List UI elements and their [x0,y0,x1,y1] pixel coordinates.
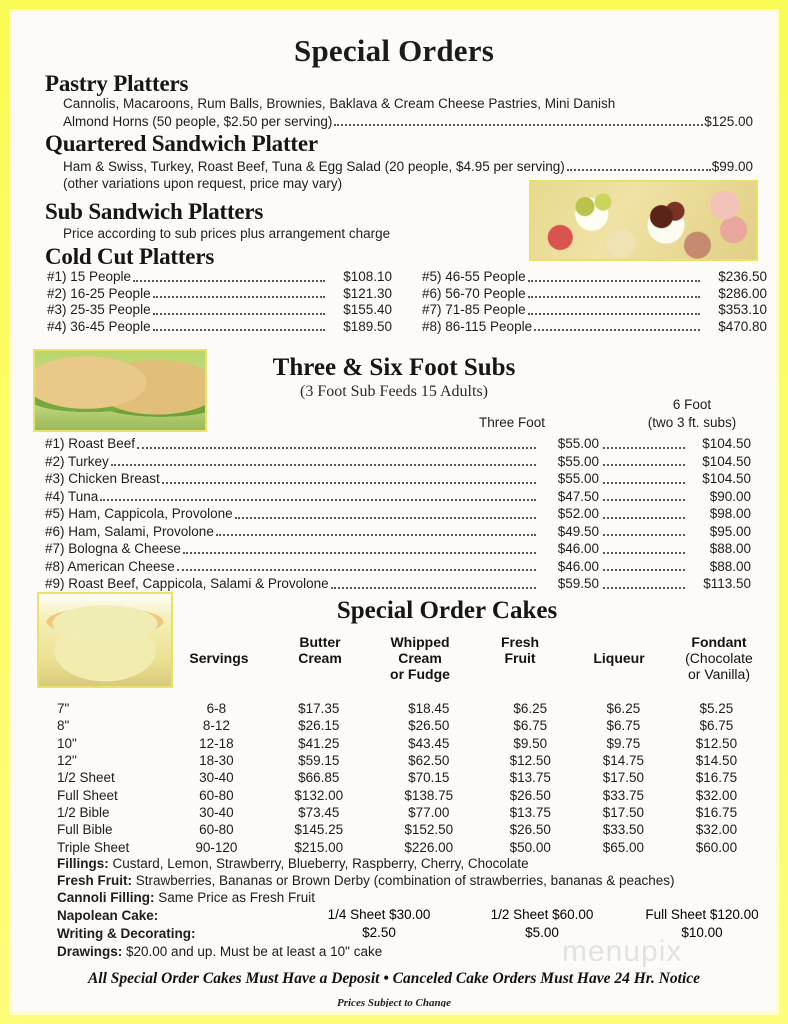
cake-liqueur-price: $17.50 [602,770,644,786]
sub-price-three-foot: $55.00 [557,471,599,486]
cake-col-head-line1: Fresh [500,634,540,650]
cake-butter-price: $26.15 [298,718,340,734]
cake-butter-price: $66.85 [298,770,340,786]
cold-cut-price: $286.00 [718,285,767,301]
cake-whipped-price: $18.45 [408,701,450,717]
cold-cut-name: #6) 56-70 People [422,285,526,301]
pastry-item-price: $125.00 [704,114,753,129]
cold-cut-name: #8) 86-115 People [422,318,533,334]
table-row [57,717,763,734]
leader-dots [603,439,685,449]
pastry-price-row [63,113,753,130]
sub-price-three-foot: $59.50 [557,576,599,591]
leader-dots [528,288,700,298]
cake-fresh-price: $6.75 [513,718,548,734]
cake-servings: 12-18 [199,735,234,751]
leader-dots [133,272,325,282]
sub-name: #5) Ham, Cappicola, Provolone [45,506,233,521]
leader-dots [603,544,685,554]
cake-whipped-price: $138.75 [404,787,454,803]
cake-size: 10" [57,735,77,751]
cake-butter-price: $17.35 [298,701,340,717]
table-row [422,319,767,336]
cold-cut-name: #5) 46-55 People [422,269,526,284]
cake-servings: 60-80 [199,822,234,838]
leader-dots [603,474,685,484]
cold-cut-price: $189.50 [343,318,392,334]
quartered-note: (other variations upon request, price may vary) [63,176,343,191]
cake-whipped-price: $70.15 [408,770,450,786]
section-heading-pastry-platters: Pastry Platters [45,71,189,96]
section-heading-quartered-sandwich-platter: Quartered Sandwich Platter [45,131,318,156]
subs-price-table [45,435,751,593]
section-heading-sub-sandwich-platters: Sub Sandwich Platters [45,199,264,224]
cake-whipped-price: $62.50 [408,753,450,769]
note-cannoli-text: Same Price as Fresh Fruit [154,890,316,905]
subs-col2-head-line2: (two 3 ft. subs) [647,415,737,430]
leader-dots [100,491,536,501]
table-row [57,752,763,769]
sub-name: #4) Tuna [45,488,99,504]
leader-dots [153,305,325,315]
table-row [45,435,751,453]
cake-liqueur-price: $65.00 [602,839,644,855]
cake-col-head-line2: (Chocolate [685,650,753,666]
sub-price-six-foot: $104.50 [702,453,751,469]
cake-col-head-line2: Fruit [504,650,536,666]
menupix-watermark: menupix [562,935,683,968]
table-row [57,735,763,752]
quartered-item-name: Ham & Swiss, Turkey, Roast Beef, Tuna & Egg Salad (20 people, $4.95 per serving) [63,159,565,174]
cold-cut-name: #7) 71-85 People [422,302,526,317]
cake-fresh-price: $26.50 [509,822,551,838]
note-napolean-label: Napolean Cake: [57,908,159,923]
leader-dots [534,321,700,331]
sub-price-six-foot: $88.00 [709,558,751,574]
cake-size: 1/2 Bible [57,804,110,820]
cake-col-head-line2: Servings [189,650,249,666]
leader-dots [603,561,685,571]
subs-col1-head: Three Foot [478,415,546,430]
table-row [45,558,751,576]
sub-price-six-foot: $104.50 [702,436,751,451]
cold-cut-left-column [47,269,392,335]
cold-cut-price: $470.80 [718,318,767,334]
section-heading-three-six-foot-subs: Three & Six Foot Subs [272,354,516,381]
table-row [57,700,763,717]
cake-servings: 18-30 [199,753,234,769]
cake-liqueur-price: $6.75 [606,718,641,734]
cake-fondant-price: $12.50 [695,735,738,751]
sub-price-six-foot: $113.50 [703,576,751,591]
cold-cut-price: $155.40 [343,302,392,317]
cake-fondant-price: $16.75 [695,804,738,820]
note-cannoli-label: Cannoli Filling: [57,890,155,905]
cake-whipped-price: $226.00 [404,839,454,855]
leader-dots [567,161,711,171]
subs-col2-head-line1: 6 Foot [672,397,712,412]
leader-dots [153,321,325,331]
table-row [47,302,392,319]
cake-col-head-line2: Cream [298,650,342,666]
cake-col-head-line1: Fondant [691,634,747,650]
sub-name: #1) Roast Beef [45,436,136,451]
photo-content [531,182,756,259]
table-row [45,540,751,558]
table-row [57,786,763,803]
sub-name: #6) Ham, Salami, Provolone [45,523,214,539]
sub-platters-description: Price according to sub prices plus arrangement charge [63,226,391,241]
special-order-cake-photo [37,592,173,688]
sub-name: #8) American Cheese [45,558,175,574]
cake-servings: 8-12 [202,718,230,734]
cake-size: Full Sheet [57,787,118,803]
note-fillings-text: Custard, Lemon, Strawberry, Blueberry, Raspberry, Cherry, Chocolate [108,856,529,871]
cake-fresh-price: $13.75 [509,770,551,786]
cold-cut-right-column [422,269,767,335]
table-row [45,575,751,593]
sub-price-three-foot: $47.50 [557,488,599,504]
sub-price-three-foot: $55.00 [557,453,599,469]
cake-butter-price: $215.00 [294,839,344,855]
cold-cut-price: $236.50 [718,269,767,284]
cake-size: Full Bible [57,822,113,838]
cake-liqueur-price: $17.50 [602,804,644,820]
cake-butter-price: $132.00 [294,787,344,803]
section-heading-special-order-cakes: Special Order Cakes [336,597,558,624]
footer-prices-notice: Prices Subject to Change [337,997,451,1007]
sub-price-three-foot: $46.00 [557,541,599,556]
cake-size: Triple Sheet [57,839,130,855]
cold-cut-price: $108.10 [343,269,392,284]
cake-butter-price: $59.15 [298,753,340,769]
leader-dots [153,288,325,298]
cake-fondant-price: $6.75 [699,718,734,734]
note-fresh-fruit-text: Strawberries, Bananas or Brown Derby (combination of strawberries, bananas & peaches) [132,873,675,888]
table-row [422,286,767,303]
leader-dots [603,526,685,536]
cake-col-head-fondant [639,634,771,682]
cold-cut-name: #1) 15 People [47,269,132,284]
leader-dots [331,579,536,589]
cake-whipped-price: $26.50 [408,718,450,734]
cake-col-head-line3: or Fudge [390,666,450,682]
leader-dots [177,561,536,571]
note-writing-label: Writing & Decorating: [57,926,196,941]
writing-full-sheet-price: $10.00 [681,925,723,940]
table-row [45,453,751,471]
note-drawings [57,943,382,960]
cake-fondant-price: $14.50 [695,753,738,769]
cold-cut-price: $353.10 [718,302,767,317]
cake-servings: 60-80 [199,787,234,803]
cake-fresh-price: $12.50 [509,753,551,769]
cold-cut-price: $121.30 [343,285,392,301]
cake-whipped-price: $77.00 [408,804,450,820]
writing-quarter-sheet-price: $2.50 [362,925,396,940]
page-title: Special Orders [294,33,494,68]
section-heading-cold-cut-platters: Cold Cut Platters [45,244,215,269]
cake-size: 1/2 Sheet [57,770,115,786]
cake-fresh-price: $13.75 [509,804,551,820]
cake-servings: 30-40 [199,804,234,820]
cake-servings: 90-120 [195,839,238,855]
cake-fondant-price: $32.00 [695,787,738,803]
sub-name: #2) Turkey [45,453,109,469]
cake-whipped-price: $152.50 [404,822,454,838]
napolean-quarter-sheet: 1/4 Sheet $30.00 [327,907,431,922]
sub-price-three-foot: $46.00 [557,558,599,574]
sub-price-six-foot: $104.50 [702,471,751,486]
cake-liqueur-price: $9.75 [606,735,641,751]
cake-liqueur-price: $33.75 [602,787,644,803]
cake-col-head-line2: Cream [398,650,442,666]
cake-liqueur-price: $14.75 [602,753,644,769]
leader-dots [137,439,536,449]
quartered-item-price: $99.00 [711,159,753,174]
sub-name: #7) Bologna & Cheese [45,541,181,556]
cake-fondant-price: $16.75 [695,770,738,786]
sub-name: #9) Roast Beef, Cappicola, Salami & Provolone [45,576,329,591]
cake-size: 7" [57,701,70,717]
table-row [47,319,392,336]
sub-price-six-foot: $95.00 [709,523,751,539]
table-row [45,505,751,523]
table-row [422,269,767,286]
leader-dots [162,474,536,484]
note-fillings-label: Fillings: [57,856,109,871]
leader-dots [183,544,536,554]
cake-price-table [57,700,763,856]
cake-table-element [57,700,763,856]
cake-fresh-price: $9.50 [513,735,548,751]
cake-fondant-price: $32.00 [695,822,738,838]
note-fresh-fruit [57,872,675,889]
sub-price-three-foot: $55.00 [557,436,599,451]
leader-dots [235,509,536,519]
cake-col-head-line1: Butter [299,634,341,650]
table-row [47,269,392,286]
note-drawings-text: $20.00 and up. Must be at least a 10" cake [122,944,383,959]
cake-butter-price: $73.45 [298,804,340,820]
table-row [45,523,751,541]
table-row [45,470,751,488]
sub-price-six-foot: $98.00 [709,506,751,521]
cake-servings: 6-8 [206,701,227,717]
cake-fresh-price: $6.25 [513,701,548,717]
leader-dots [528,272,700,282]
pastry-item-name: Almond Horns (50 people, $2.50 per serving) [63,114,333,129]
cake-fresh-price: $50.00 [509,839,551,855]
cake-servings: 30-40 [199,770,234,786]
cake-butter-price: $41.25 [298,735,340,751]
leader-dots [528,305,700,315]
leader-dots [603,579,685,589]
cold-cut-name: #3) 25-35 People [47,302,151,317]
leader-dots [603,456,685,466]
cake-size: 12" [57,753,77,769]
note-fillings [57,855,529,872]
cake-col-head-line3: or Vanilla) [688,666,750,682]
leader-dots [111,456,536,466]
table-row [57,821,763,838]
table-row [57,838,763,855]
note-writing-label-wrap [57,925,196,942]
note-cannoli-filling [57,889,315,906]
cake-liqueur-price: $33.50 [602,822,644,838]
cake-col-head-line2: Liqueur [593,650,645,666]
cake-col-head-line1: Whipped [390,634,450,650]
leader-dots [216,526,536,536]
footer-deposit-notice: All Special Order Cakes Must Have a Deposit • Canceled Cake Orders Must Have 24 Hr. Notice [87,970,701,987]
leader-dots [334,116,703,126]
table-row [47,286,392,303]
cake-fondant-price: $5.25 [699,701,734,717]
pastry-description: Cannolis, Macaroons, Rum Balls, Brownies, Baklava & Cream Cheese Pastries, Mini Danish [63,96,616,111]
cold-cut-platter-photo [529,180,758,261]
menu-sheet [17,17,771,1007]
cake-whipped-price: $43.45 [408,735,450,751]
table-row [57,804,763,821]
subs-subtitle: (3 Foot Sub Feeds 15 Adults) [299,383,488,400]
table-row [422,302,767,319]
sub-price-six-foot: $88.00 [709,541,751,556]
cold-cut-name: #4) 36-45 People [47,318,151,334]
cake-fondant-price: $60.00 [695,839,738,855]
leader-dots [603,509,685,519]
photo-content [39,594,171,686]
table-row [57,769,763,786]
cold-cut-name: #2) 16-25 People [47,285,151,301]
sub-name: #3) Chicken Breast [45,471,160,486]
leader-dots [603,491,685,501]
sub-price-six-foot: $90.00 [709,488,751,504]
sub-price-three-foot: $52.00 [557,506,599,521]
note-fresh-fruit-label: Fresh Fruit: [57,873,133,888]
menu-inner-frame [9,9,779,1015]
cake-butter-price: $145.25 [294,822,344,838]
quartered-price-row [63,158,753,175]
cake-liqueur-price: $6.25 [606,701,641,717]
sub-price-three-foot: $49.50 [557,523,599,539]
writing-half-sheet-price: $5.00 [525,925,559,940]
cake-size: 8" [57,718,70,734]
table-row [45,488,751,506]
napolean-half-sheet: 1/2 Sheet $60.00 [490,907,594,922]
note-drawings-label: Drawings: [57,944,123,959]
cake-fresh-price: $26.50 [509,787,551,803]
note-napolean-label-wrap [57,907,158,924]
napolean-full-sheet: Full Sheet $120.00 [645,907,759,922]
